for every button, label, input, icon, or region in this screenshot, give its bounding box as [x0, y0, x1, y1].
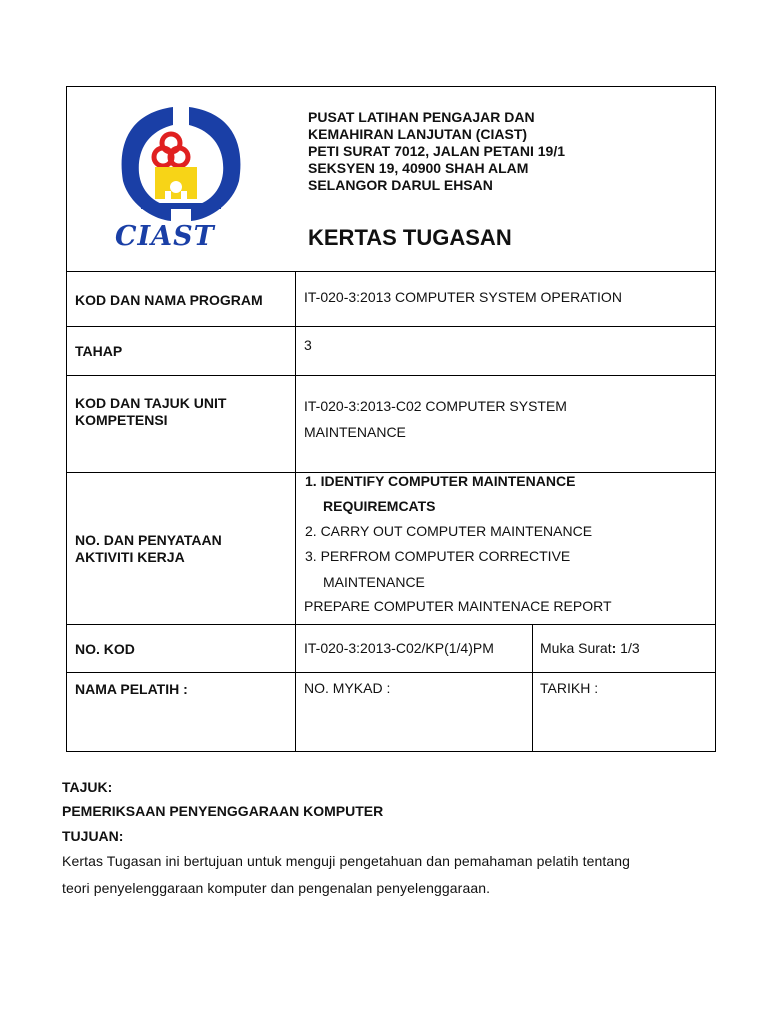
tahap-value: 3 [304, 337, 312, 353]
nokod-label: NO. KOD [75, 641, 135, 657]
column-divider [532, 624, 533, 752]
muka-surat [540, 636, 640, 661]
address-line: PETI SURAT 7012, JALAN PETANI 19/1 [308, 143, 565, 159]
tujuan-text: teori penyelenggaraan komputer dan pengenalan penyelenggaraan. [62, 880, 491, 896]
aktiviti-item: PREPARE COMPUTER MAINTENACE REPORT [304, 598, 612, 614]
pelatih-label: NAMA PELATIH : [75, 681, 188, 697]
aktiviti-item: 1. IDENTIFY COMPUTER MAINTENANCE [305, 473, 576, 489]
row-divider [67, 326, 715, 327]
row-divider [67, 672, 715, 673]
aktiviti-label: AKTIVITI KERJA [75, 549, 185, 565]
program-value: IT-020-3:2013 COMPUTER SYSTEM OPERATION [304, 289, 622, 305]
muka-value: 1/3 [616, 640, 640, 656]
unit-label: KOD DAN TAJUK UNIT [75, 395, 227, 411]
tahap-label: TAHAP [75, 343, 123, 359]
logo-wordmark: CIAST [115, 221, 215, 252]
aktiviti-item: 2. CARRY OUT COMPUTER MAINTENANCE [305, 523, 593, 539]
row-divider [67, 624, 715, 625]
document-title: KERTAS TUGASAN [308, 225, 512, 250]
program-label: KOD DAN NAMA PROGRAM [75, 292, 263, 308]
ciast-logo [111, 103, 251, 253]
muka-label: Muka Surat [540, 640, 612, 656]
aktiviti-item: 3. PERFROM COMPUTER CORRECTIVE [305, 548, 571, 564]
nokod-value: IT-020-3:2013-C02/KP(1/4)PM [304, 640, 494, 656]
tajuk-value: PEMERIKSAAN PENYENGGARAAN KOMPUTER [62, 803, 384, 819]
aktiviti-item: REQUIREMCATS [323, 498, 436, 514]
unit-label: KOMPETENSI [75, 412, 168, 428]
tajuk-label: TAJUK: [62, 779, 113, 795]
column-divider [295, 271, 296, 752]
address-line: SELANGOR DARUL EHSAN [308, 177, 493, 193]
address-line: SEKSYEN 19, 40900 SHAH ALAM [308, 160, 529, 176]
tujuan-text: Kertas Tugasan ini bertujuan untuk menguji pengetahuan dan pemahaman pelatih tentang [62, 853, 631, 869]
form-table [66, 86, 716, 752]
aktiviti-label: NO. DAN PENYATAAN [75, 532, 222, 548]
row-divider [67, 271, 715, 272]
unit-value: IT-020-3:2013-C02 COMPUTER SYSTEM [304, 398, 567, 414]
mykad-label: NO. MYKAD : [304, 680, 391, 696]
muka-colon: : [611, 640, 617, 656]
row-divider [67, 375, 715, 376]
address-line: KEMAHIRAN LANJUTAN (CIAST) [308, 126, 528, 142]
tujuan-label: TUJUAN: [62, 828, 124, 844]
address-line: PUSAT LATIHAN PENGAJAR DAN [308, 109, 535, 125]
unit-value: MAINTENANCE [304, 424, 406, 440]
tarikh-label: TARIKH : [540, 680, 599, 696]
aktiviti-item: MAINTENANCE [323, 574, 425, 590]
